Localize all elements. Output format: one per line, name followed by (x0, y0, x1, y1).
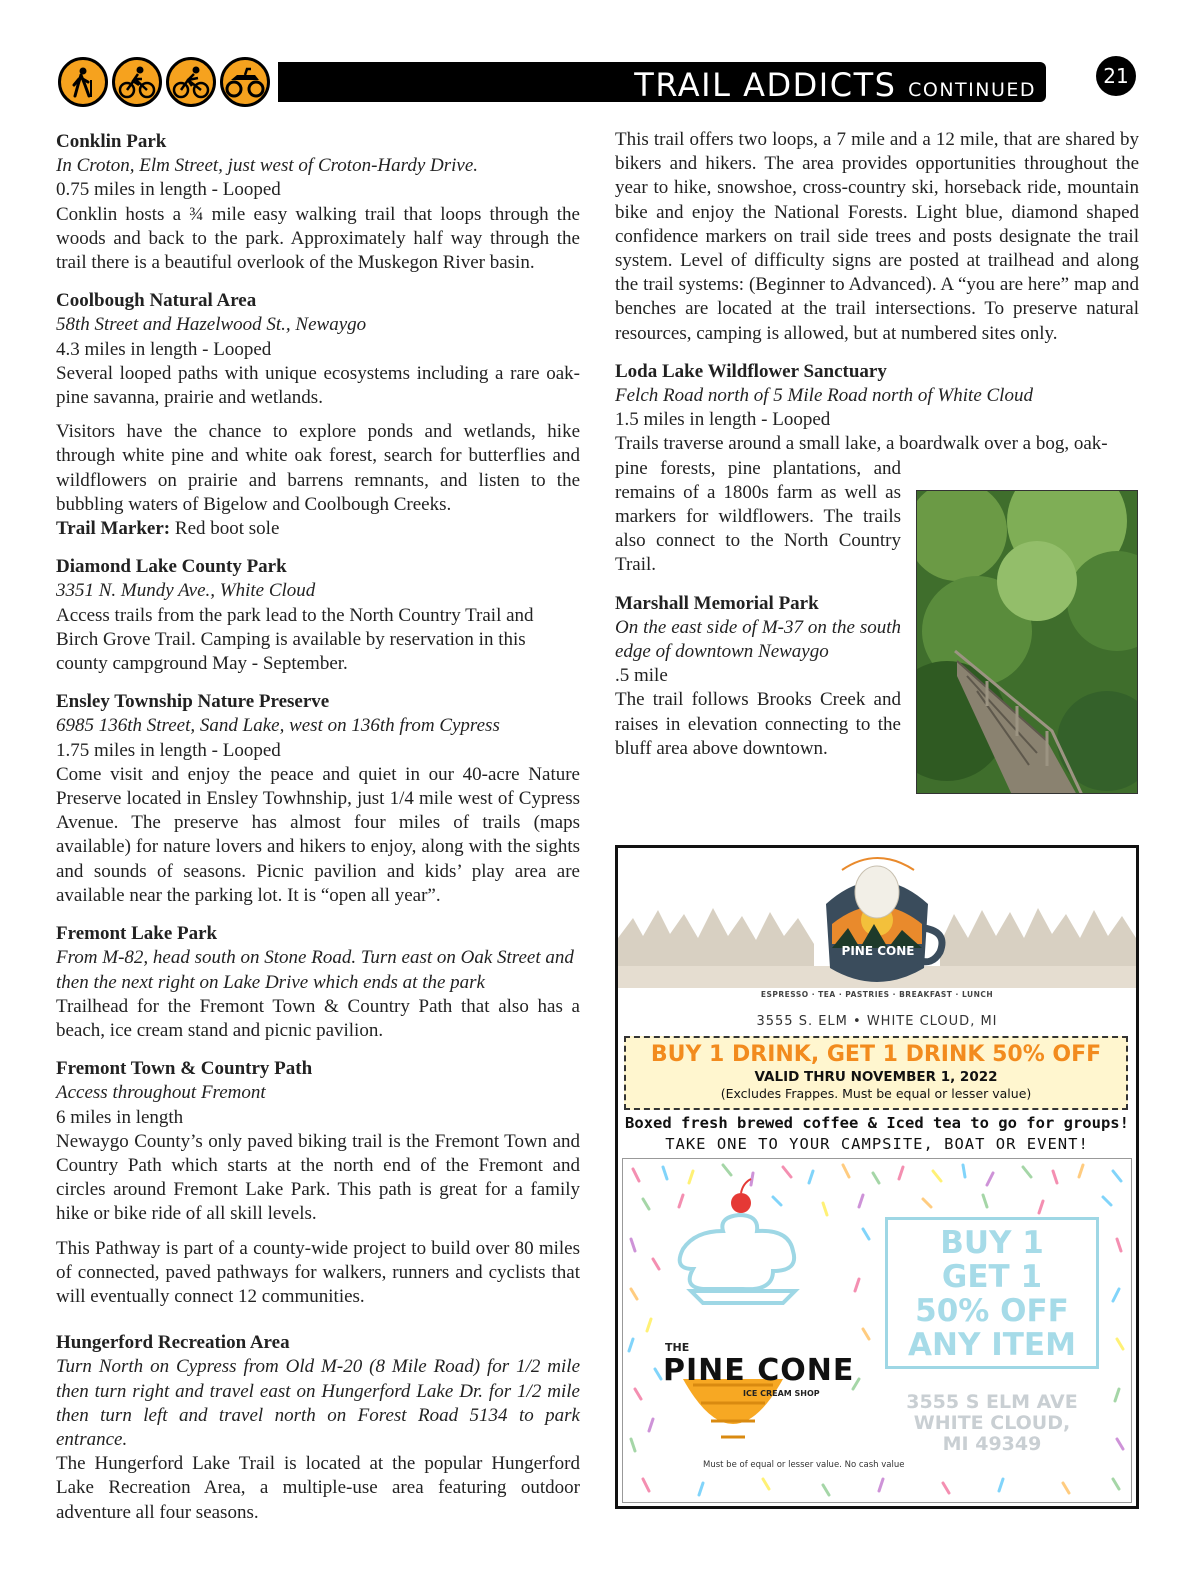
trail-description: Conklin hosts a ¾ mile easy walking trail that loops through the woods and back to the park. Approximately half way through the trail there is a beautiful overlook of the Muskegon River basin. (56, 203, 580, 274)
trail-name: Loda Lake Wildflower Sanctuary (615, 360, 887, 382)
trail-location: Turn North on Cypress from Old M-20 (8 Mile Road) for 1/2 mile then turn right and travel east on Hungerford Lake Dr. for 1/2 mile then turn left and travel north on Forest Road 5134 to park entrance. (56, 1356, 580, 1450)
trail-description: Access trails from the park lead to the North Country Trail and Birch Grove Trail. Camping is available by reservation in this county campground May - September. (56, 604, 534, 675)
trail-name: Conklin Park (56, 131, 167, 152)
trail-entry-coolbough (56, 289, 580, 541)
coffee-shop-banner (618, 848, 1136, 1018)
trail-length: 1.5 miles in length - Looped (615, 409, 831, 431)
trail-location: 3351 N. Mundy Ave., White Cloud (56, 580, 316, 602)
hiker-icon (58, 57, 108, 107)
trail-name: Fremont Lake Park (56, 923, 218, 945)
trail-entry-fremont-lake (56, 922, 580, 1043)
trail-name: Coolbough Natural Area (56, 290, 257, 312)
mountain-biker-icon (112, 57, 162, 107)
trail-name: Marshall Memorial Park (615, 592, 819, 614)
trail-entry-fremont-path (56, 1057, 580, 1309)
group-coffee-promo: Boxed fresh brewed coffee & Iced tea to go for groups! (625, 1114, 1129, 1132)
trail-location: From M-82, head south on Stone Road. Turn east on Oak Street and then the next right on Lake Drive which ends at the park (56, 947, 574, 993)
offer-line: GET 1 (941, 1259, 1043, 1295)
offer-line: BUY 1 (940, 1225, 1044, 1261)
trail-length: 1.75 miles in length - Looped (56, 739, 281, 761)
coupon-valid-date: VALID THRU NOVEMBER 1, 2022 (754, 1069, 998, 1085)
trail-marker (56, 517, 580, 541)
address-line: WHITE CLOUD, (913, 1412, 1071, 1434)
trail-location: In Croton, Elm Street, just west of Croton-Hardy Drive. (56, 155, 479, 177)
left-column (56, 130, 580, 1539)
trail-location: 6985 136th Street, Sand Lake, west on 136th from Cypress (56, 715, 500, 737)
trail-location: Felch Road north of 5 Mile Road north of White Cloud (615, 385, 1033, 407)
trail-name: Hungerford Recreation Area (56, 1332, 290, 1354)
coupon-exclusions: (Excludes Frappes. Must be equal or lesser value) (720, 1086, 1032, 1101)
section-title: TRAIL ADDICTS CONTINUED (634, 66, 1036, 104)
trail-entry-ensley (56, 690, 580, 908)
trail-length: .5 mile (615, 665, 668, 687)
trail-description-more: pine forests, pine plantations, and remains of a 1800s farm as well as markers for wildflowers. The trails also connect to the North Country Trail. (615, 457, 901, 576)
trail-description-more: Visitors have the chance to explore ponds and wetlands, hike through white pine and white oak forest, search for butterflies and wildflowers on prairie and barrens remnants, and listen to the bubbling waters of Bigelow and Coolbough Creeks. (56, 421, 580, 515)
trail-description-more: This Pathway is part of a county-wide project to build over 80 miles of connected, paved pathways for walkers, runners and cyclists that will eventually connect 12 communities. (56, 1237, 580, 1307)
ice-cream-brand: PINE CONE (663, 1353, 855, 1388)
trail-description: Trailhead for the Fremont Town & Country Path that also has a beach, ice cream stand and picnic pavilion. (56, 995, 580, 1041)
ice-cream-coupon (622, 1158, 1132, 1503)
coffee-shop-tagline: ESPRESSO · TEA · PASTRIES · BREAKFAST · LUNCH (760, 990, 994, 999)
trail-description: The Hungerford Lake Trail is located at the popular Hungerford Lake Recreation Area, a multiple-use area featuring outdoor adventure all four seasons. (56, 1453, 580, 1523)
pine-cone-advertisement (615, 845, 1139, 1509)
trail-location: On the east side of M-37 on the south edge of downtown Newaygo (615, 616, 901, 663)
drink-coupon (624, 1036, 1128, 1110)
trail-intro-continued (615, 128, 1139, 346)
ice-cream-brand-subtitle: ICE CREAM SHOP (743, 1389, 820, 1398)
offer-line: ANY ITEM (908, 1327, 1076, 1363)
address-line: 3555 S ELM AVE (906, 1391, 1078, 1413)
boardwalk-photo (916, 490, 1138, 794)
page-number: 21 (1096, 56, 1136, 96)
trail-location: 58th Street and Hazelwood St., Newaygo (56, 314, 367, 336)
activity-icons (58, 57, 270, 107)
atv-icon (220, 57, 270, 107)
section-title-suffix: CONTINUED (908, 79, 1036, 101)
campsite-promo: TAKE ONE TO YOUR CAMPSITE, BOAT OR EVENT! (665, 1135, 1089, 1153)
trail-name: Fremont Town & Country Path (56, 1058, 313, 1080)
address-line: MI 49349 (942, 1433, 1042, 1455)
cyclist-icon (166, 57, 216, 107)
trail-description: Come visit and enjoy the peace and quiet in our 40-acre Nature Preserve located in Ensley Towhnship, just 1/4 mile west of Cypress Avenue. The preserve has almost four miles of trails (maps available) for nature lovers and hikers to enjoy, along with the sights and sounds of seasons. Picnic pavilion and kids’ play area are available near the parking lot. It is “open all year”. (56, 763, 580, 906)
trail-entry-hungerford (56, 1331, 580, 1525)
ice-cream-offer (885, 1217, 1099, 1369)
ice-cream-address (885, 1392, 1099, 1455)
coffee-shop-logo-text: PINE CONE (841, 944, 915, 958)
trail-entry-marshall (615, 592, 901, 761)
trail-description: Trails traverse around a small lake, a boardwalk over a bog, oak- (615, 433, 1108, 455)
ice-cream-brand-prefix: THE (665, 1341, 690, 1354)
trail-marker-value: Red boot sole (170, 518, 280, 540)
trail-entry-conklin (56, 130, 580, 275)
trail-length: 6 miles in length (56, 1106, 184, 1128)
coupon-headline: BUY 1 DRINK, GET 1 DRINK 50% OFF (650, 1042, 1102, 1067)
trail-description: The trail follows Brooks Creek and raises in elevation connecting to the bluff area above downtown. (615, 689, 901, 759)
trail-length: 4.3 miles in length - Looped (56, 338, 272, 360)
trail-description: Newaygo County’s only paved biking trail is the Fremont Town and Country Path which starts at the north end of the Fremont and circles around Fremont Lake Park. This path is great for a family hike or bike ride of all skill levels. (56, 1130, 580, 1225)
trail-entry-diamond-lake (56, 555, 580, 676)
section-header-bar (278, 62, 1046, 102)
ice-cream-fine-print: Must be of equal or lesser value. No cash value (703, 1460, 905, 1470)
offer-line: 50% OFF (915, 1293, 1069, 1329)
trail-name: Diamond Lake County Park (56, 556, 287, 578)
trail-description: This trail offers two loops, a 7 mile and a 12 mile, that are shared by bikers and hikers. The area provides opportunities throughout the year to hike, snowshoe, cross-country ski, horseback ride, mountain bike and enjoy the National Forests. Light blue, diamond shaped confidence markers on trail side trees and posts designate the trail system. Level of difficulty signs are posted at trailhead and along the trail systems: (Beginner to Advanced). A “you are here” map and benches are located at the trail intersections. To preserve natural resources, camping is allowed, but at numbered sites only. (615, 129, 1139, 344)
trail-marker-label: Trail Marker: (56, 518, 171, 540)
trail-length: 0.75 miles in length - Looped (56, 179, 281, 201)
trail-location: Access throughout Fremont (56, 1082, 266, 1104)
coffee-shop-address: 3555 S. ELM • WHITE CLOUD, MI (756, 1014, 998, 1029)
trail-name: Ensley Township Nature Preserve (56, 691, 330, 713)
trail-description: Several looped paths with unique ecosystems including a rare oak-pine savanna, prairie and wetlands. (56, 362, 580, 409)
